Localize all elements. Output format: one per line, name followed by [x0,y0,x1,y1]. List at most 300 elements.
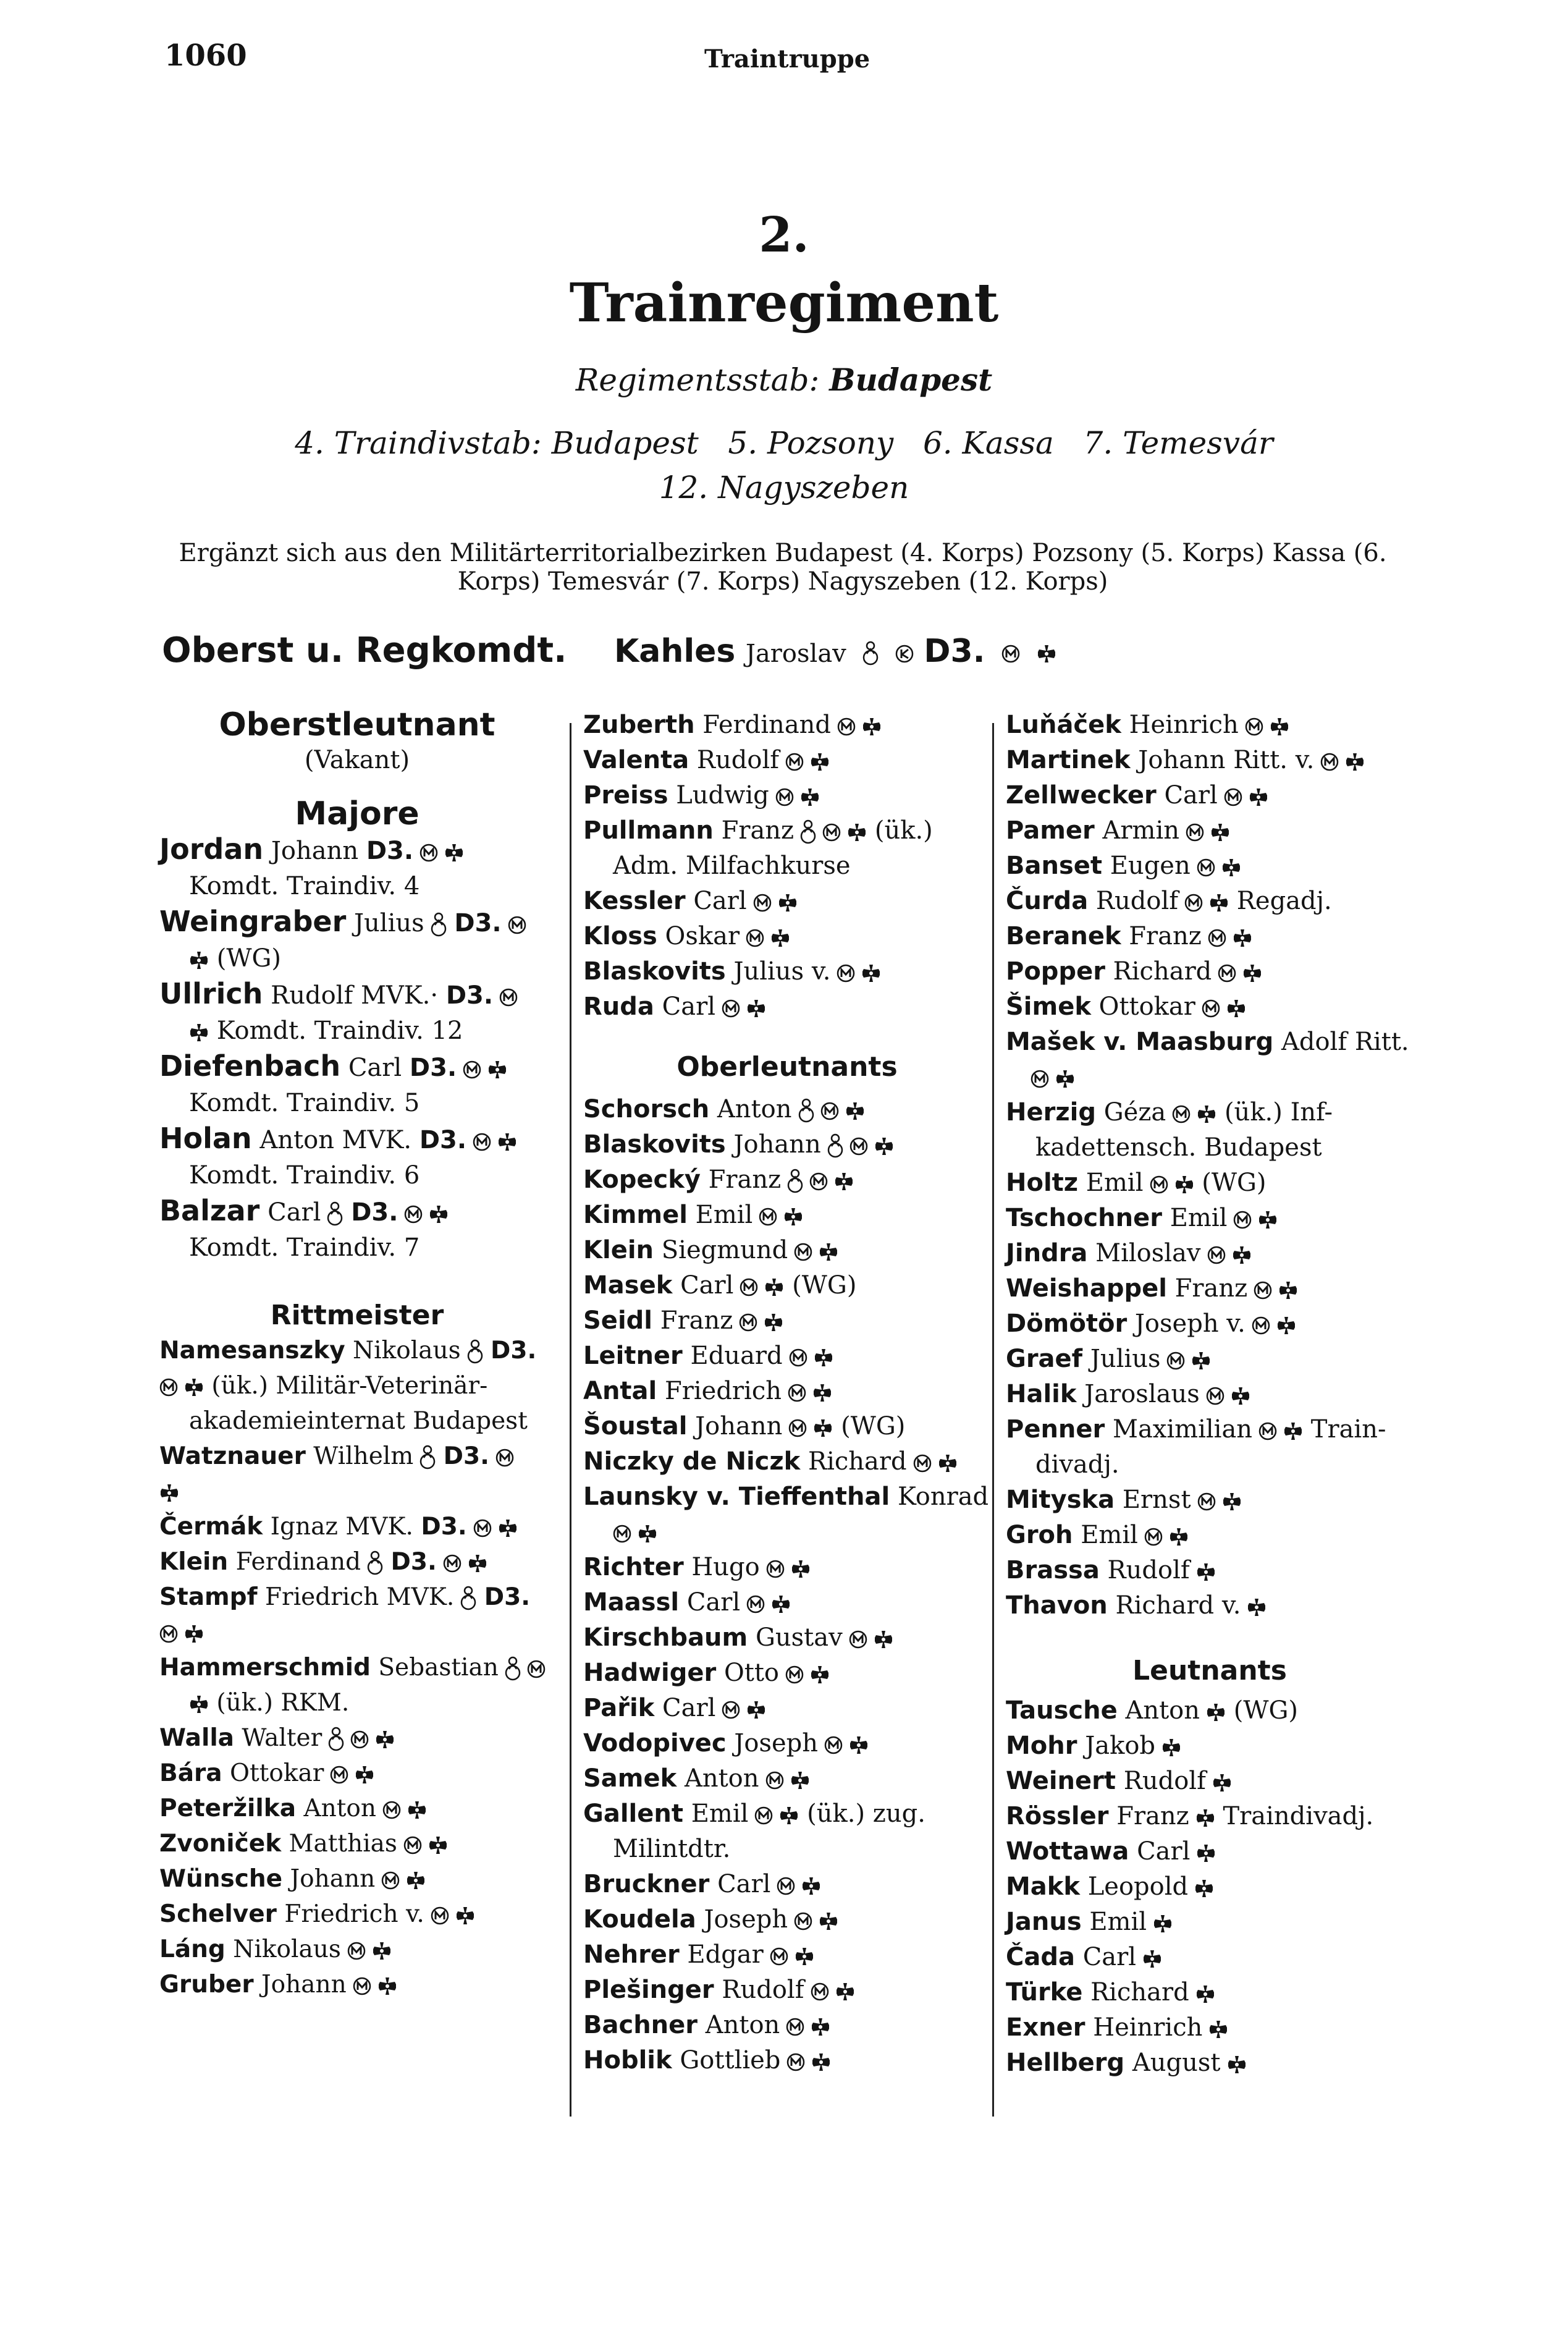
officer-lastname: Plešinger [583,1976,714,2004]
cross-icon [1195,1808,1215,1828]
officer-lastname: Zvoniček [159,1830,282,1858]
cross-icon [764,1277,784,1297]
officer-firstname: Anton [717,1095,792,1123]
officer-lastname: Klein [583,1236,654,1264]
cross-icon [845,1101,865,1121]
officer-firstname: Rudolf [696,746,780,774]
cross-icon [1222,1492,1242,1512]
officer-entry [1006,813,1414,848]
officer-firstname: Richard v. [1115,1591,1241,1620]
officer-firstname: Emil [691,1800,749,1828]
cross-icon [849,1735,869,1755]
officer-firstname: Géza [1103,1098,1166,1127]
officer-entry [583,743,991,778]
decoration-m-icon [1245,717,1263,736]
cross-icon [1233,928,1252,948]
officer-entry [159,1193,555,1230]
cross-icon [1249,787,1268,807]
officer-lastname: Antal [583,1377,657,1405]
officer-entry [1006,919,1414,954]
officer-firstname: Armin [1102,816,1179,845]
vakant-note: (Vakant) [304,746,410,774]
officer-firstname: Carl [268,1198,321,1227]
decoration-m-icon [1197,1492,1216,1511]
decoration-m-icon [1202,999,1220,1018]
officer-firstname: Gottlieb [680,2046,781,2075]
officer-lastname: Blaskovits [583,957,726,986]
cross-icon [1247,1597,1267,1617]
decoration-o-icon [327,1201,343,1228]
officer-lastname: Weingraber [159,905,347,938]
decoration-m-icon [1150,1175,1168,1194]
decoration-m-icon [350,1730,369,1749]
column-divider [992,723,994,2117]
commander-rank: Oberst u. Regkomdt. [162,630,567,670]
decoration-m-icon [788,1419,807,1437]
officer-firstname: Ferdinand [702,711,832,739]
officer-entry [1006,1728,1414,1764]
officer-firstname: Johann [271,837,359,865]
cross-icon [159,1483,179,1503]
officer-firstname: Franz [660,1306,733,1335]
officer-firstname: Matthias [289,1830,397,1858]
officer-firstname: Edgar [687,1940,764,1969]
officer-lastname: Čada [1006,1943,1075,1971]
officer-note: Komdt. Traindiv. 12 [159,1013,555,1049]
cross-icon [1161,1738,1181,1757]
decoration-m-icon [1197,858,1215,877]
decoration-m-icon [1233,1211,1252,1229]
officer-lastname: Mohr [1006,1732,1077,1760]
cross-icon [795,1947,814,1966]
cross-icon [813,1418,833,1438]
officer-lastname: Ullrich [159,977,263,1010]
decoration-o-icon [798,1098,814,1125]
decoration-m-icon [789,1348,807,1367]
cross-icon [811,2017,830,2037]
officer-firstname: Oskar [665,922,740,950]
officer-firstname: Wilhelm [313,1442,414,1470]
officer-dec: D3. [351,1198,398,1227]
officer-dec: D3. [445,981,494,1010]
officer-lastname: Valenta [583,746,689,774]
officer-note: Komdt. Traindiv. 7 [189,1233,420,1262]
officer-entry [583,1937,991,1973]
officer-lastname: Exner [1006,2013,1085,2042]
decoration-m-icon [794,1243,812,1261]
officer-lastname: Brassa [1006,1556,1100,1584]
officer-lastname: Popper [1006,957,1105,986]
officer-firstname: Carl [1082,1943,1137,1971]
officer-dec: D3. [454,909,502,937]
officer-entry [1006,1764,1414,1799]
column-divider [570,723,571,2117]
cross-icon [1191,1351,1211,1371]
officer-firstname: Friedrich v. [284,1900,424,1928]
officer-dec: D3. [390,1548,437,1576]
officer-lastname: Türke [1006,1978,1083,2007]
officer-note [583,1515,991,1550]
divisions-line-1: 4. Traindivstab: Budapest 5. Pozsony 6. Kassa 7. Temesvár [295,425,1273,461]
cross-icon [189,1023,209,1043]
section-heading: Leutnants [1132,1655,1287,1686]
officer-lastname: Klein [159,1548,229,1576]
officer-firstname: Franz [721,816,795,845]
decoration-m-icon [419,844,438,862]
officer-firstname: Franz [1174,1274,1248,1303]
cross-icon [1194,1879,1214,1898]
officer-firstname: Hugo [691,1553,760,1581]
cross-icon [812,1383,832,1403]
decoration-m-icon [786,2053,805,2071]
officer-lastname: Hadwiger [583,1659,717,1687]
officer-firstname: Anton [1125,1696,1200,1725]
decoration-o-icon [467,1339,483,1366]
officer-entry [1006,1342,1414,1377]
officer-entry [583,1374,991,1409]
officer-entry [1006,1306,1414,1342]
section-heading: Oberleutnants [677,1051,898,1083]
officer-entry [583,1973,991,2008]
officer-lastname: Schelver [159,1900,277,1928]
decoration-m-icon [754,1806,773,1825]
cross-icon [1196,1843,1216,1863]
decoration-m-icon [443,1554,462,1573]
decoration-o-icon [431,911,447,939]
officer-firstname: Jaroslaus [1084,1380,1200,1408]
cross-icon [1196,1562,1216,1582]
officer-entry [583,1339,991,1374]
cross-icon [874,1630,893,1649]
officer-firstname: Eduard [690,1342,783,1370]
officer-lastname: Gallent [583,1800,683,1828]
officer-entry [1006,989,1414,1025]
officer-entry [159,1826,555,1861]
cross-icon [1153,1914,1173,1934]
decoration-o-icon [419,1444,436,1471]
officer-entry [583,1127,991,1162]
decoration-m-icon [1206,1387,1224,1405]
decoration-m-icon [824,1736,843,1754]
officer-lastname: Stampf [159,1583,258,1611]
officer-firstname: Emil [1085,1169,1144,1197]
running-head: Traintruppe [704,44,870,74]
cross-icon [372,1941,392,1961]
officer-lastname: Walla [159,1724,234,1752]
decoration-o-icon [800,819,816,846]
decoration-m-icon [722,999,740,1018]
officer-firstname: Rudolf [722,1976,804,2004]
officer-lastname: Kirschbaum [583,1623,748,1652]
officer-entry [1006,848,1414,884]
officer-firstname: Franz [708,1165,782,1194]
officer-entry: Pullmann Franz (ük.) [583,816,933,845]
officer-lastname: Seidl [583,1306,652,1335]
officer-entry [1006,1588,1414,1623]
commander-firstname: Jaroslav [745,640,846,668]
cross-icon [189,950,209,970]
cross-icon [819,1242,838,1262]
decoration-m-icon [1252,1316,1270,1335]
officer-dec: D3. [409,1054,457,1082]
cross-icon [184,1377,204,1397]
officer-entry [159,1049,555,1086]
decoration-m-icon [740,1278,758,1296]
decoration-m-icon [1224,788,1242,806]
decoration-o-icon [367,1550,383,1577]
officer-firstname: Ottokar [1098,992,1195,1021]
officer-entry [583,1303,991,1339]
officer-lastname: Masek [583,1271,673,1300]
decoration-m-icon [1172,1105,1191,1123]
officer-lastname: Kimmel [583,1201,688,1229]
officer-firstname: Nikolaus [353,1337,461,1364]
officer-entry [1006,1975,1414,2010]
officer-firstname: Johann Ritt. v. [1138,746,1315,774]
officer-firstname: Carl [717,1870,771,1898]
officer-firstname: Johann [290,1865,376,1893]
cross-icon [487,1060,507,1080]
decoration-m-icon [739,1313,757,1332]
officer-lastname: Hellberg [1006,2049,1125,2077]
cross-icon [1142,1949,1162,1969]
cross-icon [407,1800,427,1820]
officer-entry [1006,1940,1414,1975]
decoration-m-icon [1001,645,1020,663]
officer-entry [583,1902,991,1937]
cross-icon [1242,963,1262,983]
cross-icon [429,1204,449,1224]
officer-lastname: Tschochner [1006,1204,1162,1232]
officer-lastname: Maassl [583,1588,680,1617]
officer-entry [583,1444,991,1479]
officer-entry [1006,1201,1414,1236]
officer-entry [1006,1905,1414,1940]
decoration-m-icon [788,1384,806,1402]
cross-icon [778,893,798,913]
decoration-m-icon [770,1947,788,1966]
column-1 [159,708,555,2002]
officer-firstname: Otto [723,1659,780,1687]
officer-firstname: Carl [1164,781,1218,810]
officer-lastname: Penner [1006,1415,1105,1444]
officer-lastname: Koudela [583,1905,696,1934]
officer-entry [1006,1377,1414,1412]
officer-lastname: Kloss [583,922,657,950]
officer-entry [159,1650,555,1685]
decoration-m-icon [849,1630,867,1649]
officer-dec: D3. [366,837,414,865]
officer-firstname: Leopold [1087,1872,1189,1901]
decoration-m-icon [431,1906,449,1925]
officer-lastname: Diefenbach [159,1049,341,1083]
officer-entry [583,954,991,989]
officer-note [159,1474,555,1509]
officer-lastname: Makk [1006,1872,1080,1901]
cross-icon [1169,1527,1189,1547]
commander-line [162,630,1056,670]
officer-firstname: Johann [695,1412,783,1440]
officer-entry [159,1720,555,1756]
officer-firstname: Joseph [704,1905,788,1934]
cross-icon [1209,893,1229,913]
decoration-m-icon [786,2018,804,2036]
officer-note [159,1615,555,1650]
decoration-m-icon [473,1519,492,1537]
officer-firstname: Ottokar [230,1759,324,1787]
section-heading: Majore [295,795,419,832]
decoration-o-icon [787,1168,803,1195]
decoration-m-icon [837,717,856,736]
section-heading: Oberstleutnant [219,706,495,743]
page-number: 1060 [164,38,247,73]
officer-firstname: Joseph v. [1134,1309,1246,1338]
officer-firstname: Richard [1113,957,1212,986]
officer-entry [583,1656,991,1691]
officer-entry [583,1550,991,1585]
officer-entry [159,904,555,941]
cross-icon [801,1876,821,1896]
officer-lastname: Vodopivec [583,1729,727,1757]
officer-lastname: Banset [1006,852,1103,880]
officer-lastname: Herzig [1006,1098,1096,1127]
cross-icon [938,1453,958,1473]
officer-lastname: Richter [583,1553,684,1581]
officer-entry [583,884,991,919]
officer-firstname: Franz [1129,922,1202,950]
officer-lastname: Zellwecker [1006,781,1157,810]
officer-firstname: Adolf Ritt. [1281,1028,1409,1056]
cross-icon [1221,858,1241,878]
officer-entry [583,708,991,743]
officer-entry [159,1333,555,1368]
officer-entry [583,1585,991,1620]
decoration-m-icon [473,1133,491,1151]
officer-lastname: Preiss [583,781,668,810]
officer-lastname: Šoustal [583,1412,688,1440]
cross-icon [444,843,464,863]
officer-firstname: Gustav [755,1623,843,1652]
officer-lastname: Bruckner [583,1870,710,1898]
decoration-m-icon [809,1172,828,1191]
decoration-m-icon [777,1877,795,1895]
cross-icon [1210,823,1230,842]
officer-entry [583,1198,991,1233]
cross-icon [1037,644,1056,664]
cross-icon [811,2052,831,2072]
cross-icon [355,1765,374,1785]
officer-entry [1006,1518,1414,1553]
decoration-m-icon [766,1560,785,1578]
officer-firstname: Carl [662,1694,716,1722]
officer-lastname: Hammerschmid [159,1654,371,1681]
decoration-m-icon [1166,1351,1185,1370]
decoration-m-icon [1184,894,1203,912]
cross-icon [638,1524,657,1544]
officer-entry: Gallent Emil (ük.) zug. [583,1800,925,1828]
officer-entry: Tausche Anton (WG) [1006,1696,1299,1725]
decoration-m-icon [1218,964,1236,983]
officer-lastname: Janus [1006,1908,1082,1936]
officer-lastname: Mašek v. Maasburg [1006,1028,1274,1056]
decoration-m-icon [347,1942,366,1960]
officer-lastname: Pullmann [583,816,714,845]
cross-icon [1197,1104,1216,1124]
column-2 [583,708,991,2078]
officer-entry [1006,743,1414,778]
cross-icon [800,787,820,807]
officer-firstname: Carl [348,1054,402,1082]
regimentsstab-line [0,362,1568,398]
section-heading: Rittmeister [270,1300,444,1331]
officer-firstname: Rudolf [1123,1767,1206,1795]
officer-firstname: Carl [686,1588,741,1617]
officer-firstname: Friedrich MVK. [264,1583,455,1611]
officer-entry [583,1620,991,1656]
officer-firstname: Ignaz MVK. [270,1513,413,1541]
officer-lastname: Balzar [159,1194,260,1227]
cross-icon [375,1730,395,1749]
decoration-m-icon [765,1771,784,1790]
decoration-m-icon [159,1378,178,1397]
officer-firstname: Franz [1116,1802,1189,1830]
officer-note: (WG) [159,941,555,976]
officer-note [1006,1060,1414,1095]
officer-firstname: Rudolf [1095,887,1179,915]
officer-entry: Herzig Géza (ük.) Inf- [1006,1098,1333,1127]
cross-icon [814,1348,833,1368]
decoration-m-icon [722,1701,740,1719]
officer-entry [583,1479,991,1515]
officer-firstname: Johann [733,1130,821,1159]
officer-firstname: Ferdinand [235,1548,361,1576]
officer-lastname: Mityska [1006,1486,1115,1514]
decoration-o-icon [460,1585,476,1612]
decoration-m-icon [1254,1281,1272,1300]
officer-entry [159,1967,555,2002]
officer-firstname: Joseph [734,1729,819,1757]
cross-icon [468,1554,487,1573]
cross-icon [746,1700,766,1720]
officer-note: (ük.) Militär-Veterinär- [159,1368,555,1403]
officer-entry [1006,1553,1414,1588]
officer-firstname: Johann [261,1971,347,1999]
officer-firstname: Carl [680,1271,734,1300]
officer-lastname: Jindra [1006,1239,1088,1267]
officer-entry [1006,1236,1414,1271]
page-title: Trainregiment [569,272,999,334]
officer-firstname: Friedrich [664,1377,782,1405]
divisions-line-2: 12. Nagyszeben [659,470,909,505]
decoration-m-icon [381,1871,400,1890]
officer-dec: D3. [421,1513,467,1541]
cross-icon [1345,752,1365,772]
officer-firstname: Maximilian [1112,1415,1253,1444]
cross-icon [184,1624,204,1644]
officer-lastname: Martinek [1006,746,1131,774]
officer-lastname: Weinert [1006,1767,1116,1795]
stab-label: Regimentsstab: [575,362,820,398]
officer-firstname: Eugen [1110,852,1191,880]
officer-note: divadj. [1035,1450,1119,1479]
officer-lastname: Pamer [1006,816,1095,845]
officer-lastname: Leitner [583,1342,683,1370]
cross-icon [1227,2055,1247,2075]
officer-entry: Šoustal Johann (WG) [583,1412,906,1440]
column-3 [1006,708,1414,2081]
cross-icon [1278,1280,1298,1300]
officer-firstname: Emil [1089,1908,1147,1936]
